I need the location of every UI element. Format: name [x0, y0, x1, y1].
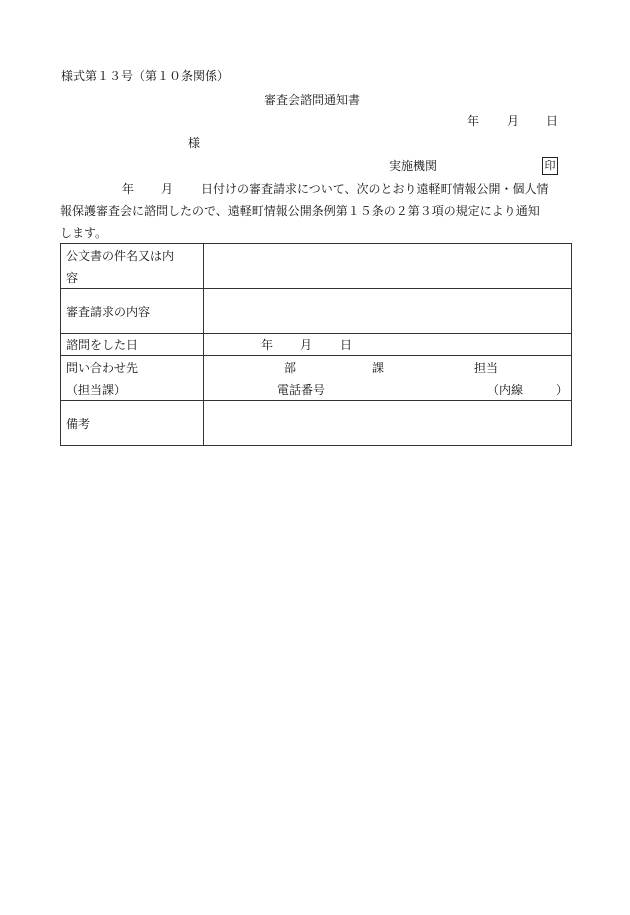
addressee-suffix: 様 — [188, 136, 201, 150]
table-row — [61, 289, 572, 334]
contact-extension-close: ） — [556, 383, 569, 397]
contact-dept: 部 — [284, 361, 297, 375]
label-request-content — [61, 289, 204, 334]
date-day: 日 — [546, 114, 559, 128]
value-contact[interactable] — [204, 356, 572, 401]
body-text-3: します。 — [60, 226, 108, 240]
contact-section: 課 — [372, 361, 385, 375]
label-contact-line1: 問い合わせ先 — [66, 361, 139, 375]
date-month: 月 — [507, 114, 520, 128]
agency-label: 実施機関 — [389, 159, 438, 173]
label-request-content-text: 審査請求の内容 — [66, 305, 151, 319]
label-document-name — [61, 244, 204, 289]
seal-box: 印 — [542, 157, 558, 175]
table-row — [61, 356, 572, 401]
label-contact — [61, 356, 204, 401]
body-text-2: 報保護審査会に諮問したので、遠軽町情報公開条例第１５条の２第３項の規定により通知 — [60, 204, 540, 218]
label-document-name-line2: 容 — [66, 271, 79, 285]
contact-person: 担当 — [474, 361, 499, 375]
label-contact-line2: （担当課） — [66, 383, 127, 397]
value-consult-date[interactable] — [204, 334, 572, 356]
form-number: 様式第１３号（第１０条関係） — [61, 69, 230, 83]
body-month: 月 — [161, 182, 174, 196]
label-remarks-text: 備考 — [66, 417, 91, 431]
value-request-content[interactable] — [204, 289, 572, 334]
label-consult-date — [61, 334, 204, 356]
contact-extension: （内線 — [487, 383, 524, 397]
label-consult-date-text: 諮問をした日 — [66, 338, 139, 352]
table-row — [61, 334, 572, 356]
value-document-name[interactable] — [204, 244, 572, 289]
consult-year: 年 — [261, 338, 274, 352]
body-year: 年 — [122, 182, 135, 196]
contact-phone: 電話番号 — [277, 383, 326, 397]
document-title: 審査会諮問通知書 — [264, 93, 361, 107]
consult-month: 月 — [300, 338, 313, 352]
label-remarks — [61, 401, 204, 446]
label-document-name-line1: 公文書の件名又は内 — [66, 249, 175, 263]
date-year: 年 — [467, 114, 480, 128]
table-row — [61, 244, 572, 289]
consult-day: 日 — [340, 338, 353, 352]
inquiry-table — [60, 243, 572, 446]
value-remarks[interactable] — [204, 401, 572, 446]
body-text-1: 日付けの審査請求について、次のとおり遠軽町情報公開・個人情 — [201, 182, 549, 196]
table-row — [61, 401, 572, 446]
